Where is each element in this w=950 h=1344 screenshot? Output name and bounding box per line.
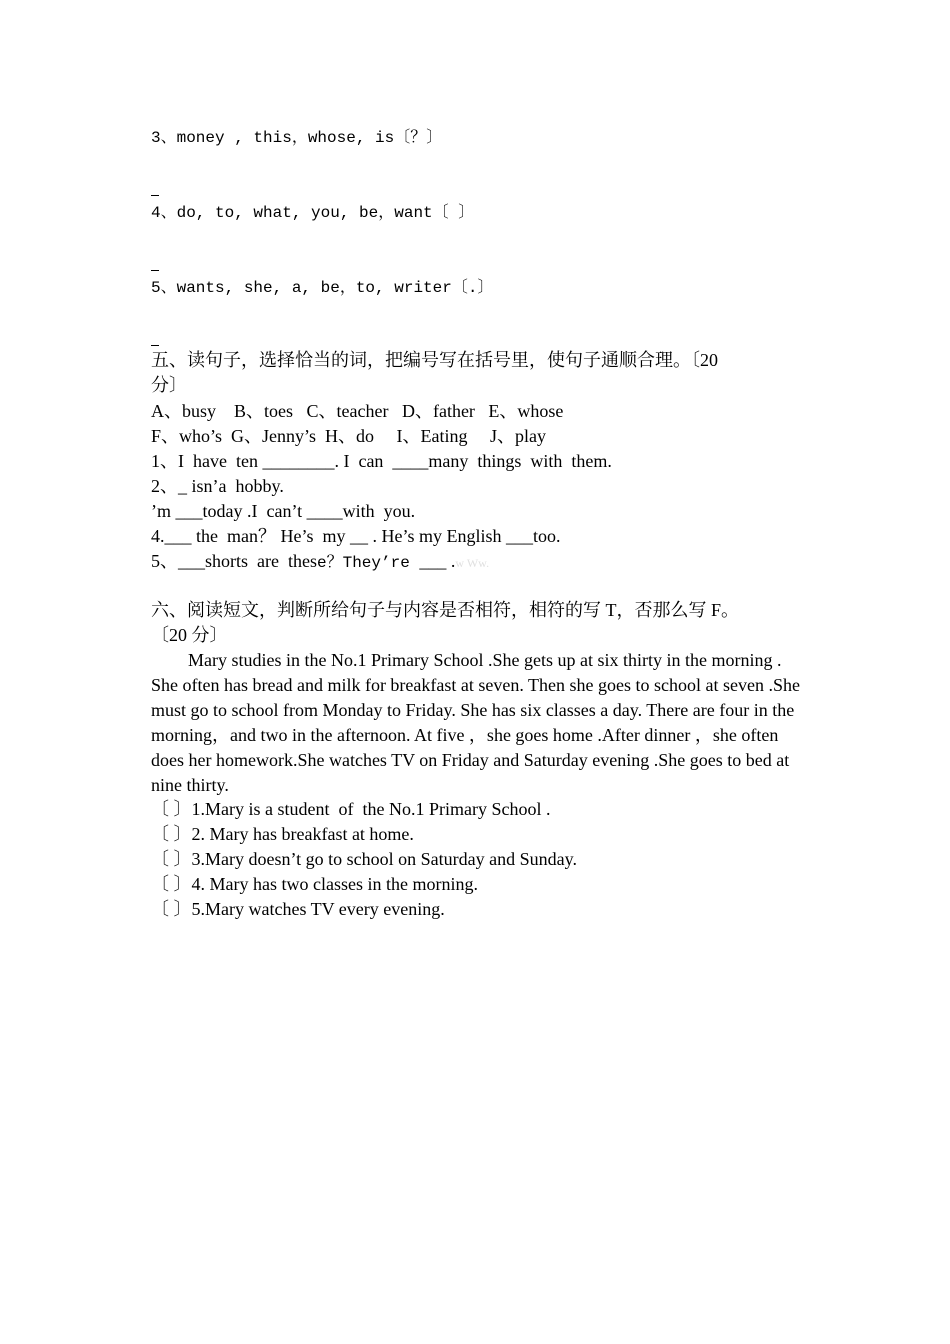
judgement-statement: 〔 〕1.Mary is a student of the No.1 Primary School . bbox=[151, 799, 551, 819]
word-options-row-2: F、who’s G、Jenny’s H、do I、Eating J、play bbox=[151, 426, 546, 446]
fill-sentence-5-mono: e？They’re bbox=[316, 554, 420, 572]
reorder-item-3: 3、money , this，whose, is〔？〕 bbox=[151, 129, 443, 147]
judgement-statement: 〔 〕5.Mary watches TV every evening. bbox=[151, 899, 445, 919]
judgement-statement: 〔 〕3.Mary doesn’t go to school on Saturday and Sunday. bbox=[151, 849, 577, 869]
judgement-statement: 〔 〕4. Mary has two classes in the morning. bbox=[151, 874, 478, 894]
section6-heading: 六、阅读短文，判断所给句子与内容是否相符，相符的写 T，否那么写 F。 bbox=[151, 600, 740, 620]
section5-heading-cont: 分〕 bbox=[151, 375, 187, 395]
fill-sentence-5-end: ___ . bbox=[419, 551, 456, 571]
word-options-row-1: A、busy B、toes C、teacher D、father E、whose bbox=[151, 401, 564, 421]
watermark-text: w Ww. bbox=[455, 556, 490, 570]
fill-sentence-1: 1、I have ten ________. I can ____many things with them. bbox=[151, 451, 612, 471]
section5-heading: 五、读句子，选择恰当的词，把编号写在括号里，使句子通顺合理。〔20 bbox=[151, 350, 718, 370]
answer-blank-4 bbox=[151, 270, 159, 271]
section6-heading-cont: 〔20 分〕 bbox=[151, 625, 228, 645]
reorder-item-5: 5、wants, she, a, be，to, writer〔.〕 bbox=[151, 279, 494, 297]
fill-sentence-3: ’m ___today .I can’t ____with you. bbox=[151, 501, 416, 521]
answer-blank-3 bbox=[151, 195, 159, 196]
answer-blank-5 bbox=[151, 345, 159, 346]
reading-passage: Mary studies in the No.1 Primary School .She gets up at six thirty in the morning . She often has bread and milk for breakfast at seven. Then she goes to school at seven .She must go to school from Monday to Friday. She has six classes a day. There are four in the morning，and two in the afternoon. At five ，she goes home .After dinner ，she often does her homework.She watches TV on Friday and Saturday evening .She goes to bed at nine thirty. bbox=[151, 650, 800, 795]
fill-sentence-5 bbox=[151, 549, 489, 576]
fill-sentence-2: 2、_ isn’a hobby. bbox=[151, 476, 284, 496]
reorder-item-4: 4、do, to, what, you, be，want〔 〕 bbox=[151, 204, 475, 222]
judgement-statement: 〔 〕2. Mary has breakfast at home. bbox=[151, 824, 414, 844]
fill-sentence-5-main: 5、___shorts are thes bbox=[151, 551, 317, 571]
fill-sentence-4: 4.___ the man？ He’s my __ . He’s my English ___too. bbox=[151, 526, 561, 546]
